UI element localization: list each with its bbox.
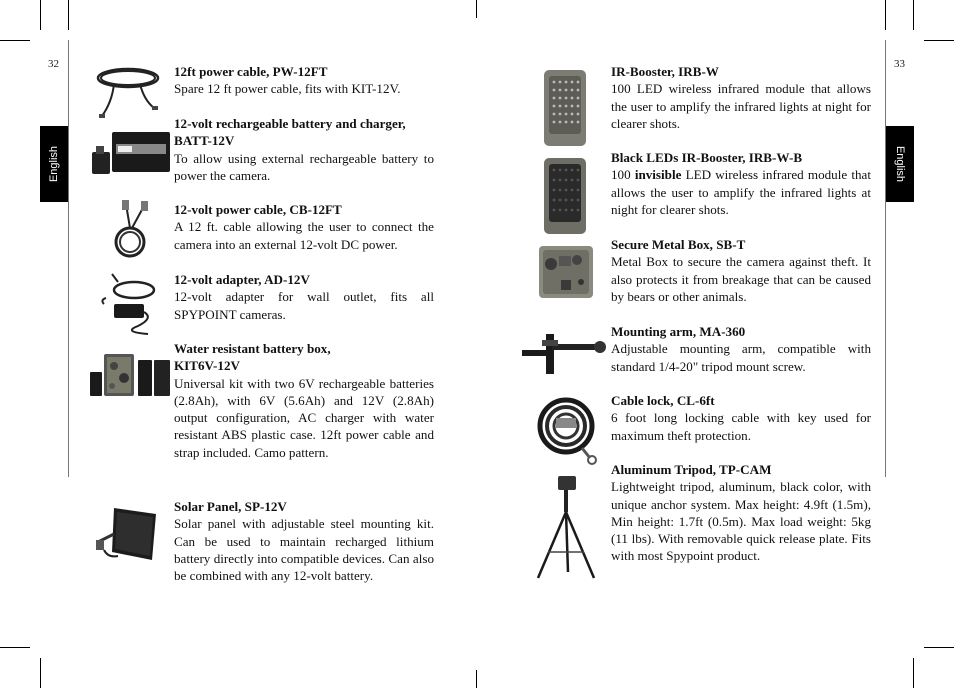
item-title: Secure Metal Box, SB-T [611,237,746,252]
accessory-item [174,63,434,98]
accessory-item [611,392,871,444]
item-title: 12-volt power cable, CB-12FT [174,202,342,217]
item-description: 100 invisible LED wireless infrared module that allows the user to amplify the infrared lights at night for clearer shots. [611,167,871,217]
accessory-item [174,115,434,184]
item-title: Mounting arm, MA-360 [611,324,746,339]
margin-line [68,40,69,477]
power-cable-clips-image [108,198,158,262]
cable-lock-image [536,396,602,466]
accessory-item [611,149,871,218]
accessory-item [611,323,871,375]
item-title: Black LEDs IR-Booster, IRB-W-B [611,150,803,165]
crop-mark [0,647,30,648]
item-title: Solar Panel, SP-12V [174,499,287,514]
item-title: Water resistant battery box, [174,341,331,356]
item-title: Cable lock, CL-6ft [611,393,715,408]
item-description: Adjustable mounting arm, compatible with standard 1/4-20" tripod mount screw. [611,341,871,374]
item-description: A 12 ft. cable allowing the user to connect the camera into an external 12-volt DC power. [174,219,434,252]
item-description: Metal Box to secure the camera against theft. It also protects it from breakage that can be caused by bears or other animals. [611,254,871,304]
page-number-right: 33 [894,58,905,70]
battery-box-image [88,352,174,400]
crop-mark [40,658,41,688]
solar-panel-image [94,504,160,564]
page-number-left: 32 [48,58,59,70]
tripod-image [534,472,598,582]
item-description: To allow using external rechargeable battery to power the camera. [174,150,434,183]
metal-box-image [535,242,597,304]
emphasis-invisible: invisible [634,167,682,183]
crop-mark [913,0,914,30]
accessory-item [611,236,871,305]
accessory-item [174,340,434,461]
crop-mark [40,0,41,30]
item-description: Lightweight tripod, aluminum, black color, with unique anchor system. Max height: 4.9ft (1.5m), Min height: 1.7ft (0.5m). Max load weight: 5kg (11 lbs). With removable quick release plate. Fits with most Spypoint product. [611,479,871,564]
crop-mark [0,40,30,41]
item-title: 12-volt adapter, AD-12V [174,272,310,287]
accessory-item [611,461,871,565]
crop-mark [913,658,914,688]
language-tab-left: English [40,126,68,202]
adapter-image [98,272,158,336]
item-description: Solar panel with adjustable steel mounting kit. Can be used to maintain recharged lithium battery directly into compatible devices. Can also be combined with any 12-volt battery. [174,516,434,584]
item-description: 12-volt adapter for wall outlet, fits all SPYPOINT cameras. [174,289,434,322]
language-tab-right: English [886,126,914,202]
battery-charger-image [90,128,172,178]
crop-mark [68,0,69,30]
accessory-item [611,63,871,132]
accessory-item [174,201,434,253]
margin-line [885,40,886,477]
crop-mark [476,670,477,688]
item-description: Spare 12 ft power cable, fits with KIT-12V. [174,81,401,97]
crop-mark [885,0,886,30]
accessory-item [174,498,434,584]
item-description: Universal kit with two 6V rechargeable batteries (2.8Ah), with 6V (5.6Ah) and 12V (2.8Ah) output configuration, AC charger with water resistant ABS plastic case. 12ft power cable and strap included. Camo pattern. [174,375,434,460]
item-description: 100 LED wireless infrared module that allows the user to amplify the infrared lights at night for clearer shots. [611,81,871,131]
accessory-item [174,271,434,323]
crop-mark [476,0,477,18]
item-title: Aluminum Tripod, TP-CAM [611,462,772,477]
mounting-arm-image [520,330,608,378]
crop-mark [924,647,954,648]
power-cable-image [94,64,162,120]
item-title-line2: KIT6V-12V [174,358,240,374]
crop-mark [924,40,954,41]
black-ir-booster-image [542,156,588,236]
item-title: IR-Booster, IRB-W [611,64,719,79]
item-title: 12-volt rechargeable battery and charger, BATT-12V [174,116,406,149]
ir-booster-image [542,68,588,148]
item-description: 6 foot long locking cable with key used for maximum theft protection. [611,410,871,443]
item-title: 12ft power cable, PW-12FT [174,64,328,79]
